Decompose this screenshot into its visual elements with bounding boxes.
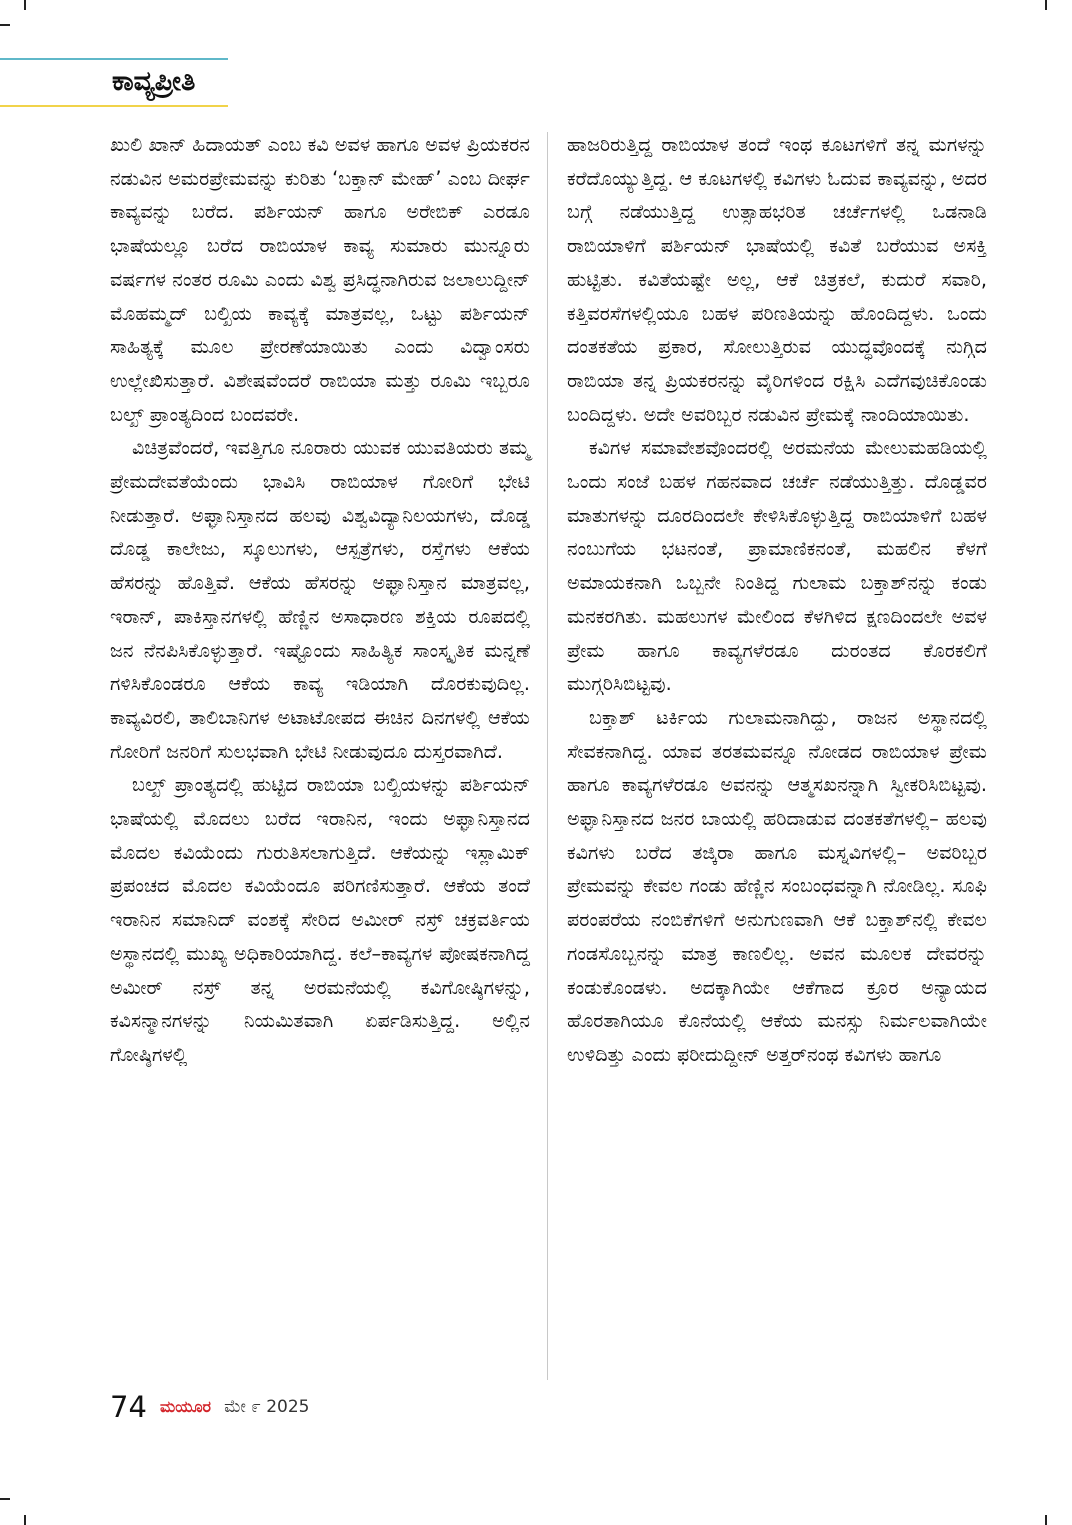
- header-top-rule: [0, 58, 228, 60]
- issue-date: ಮೇ ೯ 2025: [224, 1397, 310, 1417]
- paragraph: ಖುಲಿ ಖಾನ್ ಹಿದಾಯತ್ ಎಂಬ ಕವಿ ಅವಳ ಹಾಗೂ ಅವಳ ಪ್ರಿಯಕರನ ನಡುವಿನ ಅಮರಪ್ರೇಮವನ್ನು ಕುರಿತು ‘ಬಕ್ತಾನ್ ಮೇಹ್’ ಎಂಬ ದೀರ್ಘ ಕಾವ್ಯವನ್ನು ಬರೆದ. ಪರ್ಶಿಯನ್ ಹಾಗೂ ಅರೇಬಿಕ್ ಎರಡೂ ಭಾಷೆಯಲ್ಲೂ ಬರೆದ ರಾಬಿಯಾಳ ಕಾವ್ಯ ಸುಮಾರು ಮುನ್ನೂರು ವರ್ಷಗಳ ನಂತರ ರೂಮಿ ಎಂದು ವಿಶ್ವ ಪ್ರಸಿದ್ಧನಾಗಿರುವ ಜಲಾಲುದ್ದೀನ್ ಮೊಹಮ್ಮದ್ ಬಲ್ಖಿಯ ಕಾವ್ಯಕ್ಕೆ ಮಾತ್ರವಲ್ಲ, ಒಟ್ಟು ಪರ್ಶಿಯನ್ ಸಾಹಿತ್ಯಕ್ಕೆ ಮೂಲ ಪ್ರೇರಣೆಯಾಯಿತು ಎಂದು ವಿದ್ವಾಂಸರು ಉಲ್ಲೇಖಿಸುತ್ತಾರೆ. ವಿಶೇಷವೆಂದರೆ ರಾಬಿಯಾ ಮತ್ತು ರೂಮಿ ಇಬ್ಬರೂ ಬಲ್ಖ್ ಪ್ರಾಂತ್ಯದಿಂದ ಬಂದವರೇ.: [110, 133, 530, 426]
- section-title: ಕಾವ್ಯಪ್ರೀತಿ: [112, 66, 196, 97]
- paragraph: ವಿಚಿತ್ರವೆಂದರೆ, ಇವತ್ತಿಗೂ ನೂರಾರು ಯುವಕ ಯುವತಿಯರು ತಮ್ಮ ಪ್ರೇಮದೇವತೆಯೆಂದು ಭಾವಿಸಿ ರಾಬಿಯಾಳ ಗೋರಿಗೆ ಭೇಟಿ ನೀಡುತ್ತಾರೆ. ಅಫ್ಘಾನಿಸ್ತಾನದ ಹಲವು ವಿಶ್ವವಿದ್ಯಾನಿಲಯಗಳು, ದೊಡ್ಡ ದೊಡ್ಡ ಕಾಲೇಜು, ಸ್ಕೂಲುಗಳು, ಆಸ್ಪತ್ರೆಗಳು, ರಸ್ತೆಗಳು ಆಕೆಯ ಹೆಸರನ್ನು ಹೊತ್ತಿವೆ. ಆಕೆಯ ಹೆಸರನ್ನು ಅಫ್ಘಾನಿಸ್ತಾನ ಮಾತ್ರವಲ್ಲ, ಇರಾನ್, ಪಾಕಿಸ್ತಾನಗಳಲ್ಲಿ ಹೆಣ್ಣಿನ ಅಸಾಧಾರಣ ಶಕ್ತಿಯ ರೂಪದಲ್ಲಿ ಜನ ನೆನಪಿಸಿಕೊಳ್ಳುತ್ತಾರೆ. ಇಷ್ಟೊಂದು ಸಾಹಿತ್ಯಿಕ ಸಾಂಸ್ಕೃತಿಕ ಮನ್ನಣೆ ಗಳಿಸಿಕೊಂಡರೂ ಆಕೆಯ ಕಾವ್ಯ ಇಡಿಯಾಗಿ ದೊರಕುವುದಿಲ್ಲ. ಕಾವ್ಯವಿರಲಿ, ತಾಲಿಬಾನಿಗಳ ಅಟಾಟೋಪದ ಈಚಿನ ದಿನಗಳಲ್ಲಿ ಆಕೆಯ ಗೋರಿಗೆ ಜನರಿಗೆ ಸುಲಭವಾಗಿ ಭೇಟಿ ನೀಡುವುದೂ ದುಸ್ತರವಾಗಿದೆ.: [110, 436, 530, 763]
- crop-mark: [24, 0, 26, 10]
- article-column-left: [110, 128, 530, 1072]
- page-footer: [110, 1390, 309, 1430]
- crop-mark: [1045, 0, 1047, 10]
- paragraph: ಹಾಜರಿರುತ್ತಿದ್ದ ರಾಬಿಯಾಳ ತಂದೆ ಇಂಥ ಕೂಟಗಳಿಗೆ ತನ್ನ ಮಗಳನ್ನು ಕರೆದೊಯ್ಯುತ್ತಿದ್ದ. ಆ ಕೂಟಗಳಲ್ಲಿ ಕವಿಗಳು ಓದುವ ಕಾವ್ಯವನ್ನು, ಅದರ ಬಗ್ಗೆ ನಡೆಯುತ್ತಿದ್ದ ಉತ್ಸಾಹಭರಿತ ಚರ್ಚೆಗಳಲ್ಲಿ ಒಡನಾಡಿ ರಾಬಿಯಾಳಿಗೆ ಪರ್ಶಿಯನ್ ಭಾಷೆಯಲ್ಲಿ ಕವಿತೆ ಬರೆಯುವ ಅಸಕ್ತಿ ಹುಟ್ಟಿತು. ಕವಿತೆಯಷ್ಟೇ ಅಲ್ಲ, ಆಕೆ ಚಿತ್ರಕಲೆ, ಕುದುರೆ ಸವಾರಿ, ಕತ್ತಿವರಸೆಗಳಲ್ಲಿಯೂ ಬಹಳ ಪರಿಣತಿಯನ್ನು ಹೊಂದಿದ್ದಳು. ಒಂದು ದಂತಕತೆಯ ಪ್ರಕಾರ, ಸೋಲುತ್ತಿರುವ ಯುದ್ಧವೊಂದಕ್ಕೆ ನುಗ್ಗಿದ ರಾಬಿಯಾ ತನ್ನ ಪ್ರಿಯಕರನನ್ನು ವೈರಿಗಳಿಂದ ರಕ್ಷಿಸಿ ಎದೆಗವುಚಿಕೊಂಡು ಬಂದಿದ್ದಳು. ಅದೇ ಅವರಿಬ್ಬರ ನಡುವಿನ ಪ್ರೇಮಕ್ಕೆ ನಾಂದಿಯಾಯಿತು.: [567, 133, 987, 426]
- magazine-logo: ಮಯೂರ: [160, 1397, 212, 1416]
- crop-mark: [0, 24, 10, 26]
- crop-mark: [1045, 1515, 1047, 1525]
- paragraph: ಕವಿಗಳ ಸಮಾವೇಶವೊಂದರಲ್ಲಿ ಅರಮನೆಯ ಮೇಲುಮಹಡಿಯಲ್ಲಿ ಒಂದು ಸಂಜೆ ಬಹಳ ಗಹನವಾದ ಚರ್ಚೆ ನಡೆಯುತ್ತಿತ್ತು. ದೊಡ್ಡವರ ಮಾತುಗಳನ್ನು ದೂರದಿಂದಲೇ ಕೇಳಿಸಿಕೊಳ್ಳುತ್ತಿದ್ದ ರಾಬಿಯಾಳಿಗೆ ಬಹಳ ನಂಬುಗೆಯ ಭಟನಂತೆ, ಪ್ರಾಮಾಣಿಕನಂತೆ, ಮಹಲಿನ ಕೆಳಗೆ ಅಮಾಯಕನಾಗಿ ಒಬ್ಬನೇ ನಿಂತಿದ್ದ ಗುಲಾಮ ಬಕ್ತಾಶ್‌ನನ್ನು ಕಂಡು ಮನಕರಗಿತು. ಮಹಲುಗಳ ಮೇಲಿಂದ ಕೆಳಗಿಳಿದ ಕ್ಷಣದಿಂದಲೇ ಅವಳ ಪ್ರೇಮ ಹಾಗೂ ಕಾವ್ಯಗಳೆರಡೂ ದುರಂತದ ಕೊರಕಲಿಗೆ ಮುಗ್ಗರಿಸಿಬಿಟ್ಟವು.: [567, 436, 987, 696]
- paragraph: ಬಕ್ತಾಶ್ ಟರ್ಕಿಯ ಗುಲಾಮನಾಗಿದ್ದು, ರಾಜನ ಅಸ್ಥಾನದಲ್ಲಿ ಸೇವಕನಾಗಿದ್ದ. ಯಾವ ತರತಮವನ್ನೂ ನೋಡದ ರಾಬಿಯಾಳ ಪ್ರೇಮ ಹಾಗೂ ಕಾವ್ಯಗಳೆರಡೂ ಅವನನ್ನು ಆತ್ಮಸಖನನ್ನಾಗಿ ಸ್ವೀಕರಿಸಿಬಿಟ್ಟವು. ಅಫ್ಘಾನಿಸ್ತಾನದ ಜನರ ಬಾಯಲ್ಲಿ ಹರಿದಾಡುವ ದಂತಕತೆಗಳಲ್ಲಿ– ಹಲವು ಕವಿಗಳು ಬರೆದ ತಜ್ಕಿರಾ ಹಾಗೂ ಮಸ್ನವಿಗಳಲ್ಲಿ– ಅವರಿಬ್ಬರ ಪ್ರೇಮವನ್ನು ಕೇವಲ ಗಂಡು ಹೆಣ್ಣಿನ ಸಂಬಂಧವನ್ನಾಗಿ ನೋಡಿಲ್ಲ. ಸೂಫಿ ಪರಂಪರೆಯ ನಂಬಿಕೆಗಳಿಗೆ ಅನುಗುಣವಾಗಿ ಆಕೆ ಬಕ್ತಾಶ್‌ನಲ್ಲಿ ಕೇವಲ ಗಂಡಸೊಬ್ಬನನ್ನು ಮಾತ್ರ ಕಾಣಲಿಲ್ಲ. ಅವನ ಮೂಲಕ ದೇವರನ್ನು ಕಂಡುಕೊಂಡಳು. ಅದಕ್ಕಾಗಿಯೇ ಆಕೆಗಾದ ಕ್ರೂರ ಅನ್ಯಾಯದ ಹೊರತಾಗಿಯೂ ಕೊನೆಯಲ್ಲಿ ಆಕೆಯ ಮನಸ್ಸು ನಿರ್ಮಲವಾಗಿಯೇ ಉಳಿದಿತ್ತು ಎಂದು ಫರೀದುದ್ದೀನ್ ಅತ್ತರ್‌ನಂಥ ಕವಿಗಳು ಹಾಗೂ: [567, 705, 987, 1066]
- page-number: 74: [110, 1390, 147, 1424]
- column-divider: [547, 132, 548, 1380]
- paragraph: ಬಲ್ಖ್ ಪ್ರಾಂತ್ಯದಲ್ಲಿ ಹುಟ್ಟಿದ ರಾಬಿಯಾ ಬಲ್ಖಿಯಳನ್ನು ಪರ್ಶಿಯನ್ ಭಾಷೆಯಲ್ಲಿ ಮೊದಲು ಬರೆದ ಇರಾನಿನ, ಇಂದು ಅಫ್ಘಾನಿಸ್ತಾನದ ಮೊದಲ ಕವಿಯೆಂದು ಗುರುತಿಸಲಾಗುತ್ತಿದೆ. ಆಕೆಯನ್ನು ಇಸ್ಲಾಮಿಕ್ ಪ್ರಪಂಚದ ಮೊದಲ ಕವಿಯೆಂದೂ ಪರಿಗಣಿಸುತ್ತಾರೆ. ಆಕೆಯ ತಂದೆ ಇರಾನಿನ ಸಮಾನಿದ್ ವಂಶಕ್ಕೆ ಸೇರಿದ ಅಮೀರ್ ನಸ್ರ್ ಚಕ್ರವರ್ತಿಯ ಅಸ್ಥಾನದಲ್ಲಿ ಮುಖ್ಯ ಅಧಿಕಾರಿಯಾಗಿದ್ದ. ಕಲೆ–ಕಾವ್ಯಗಳ ಪೋಷಕನಾಗಿದ್ದ ಅಮೀರ್ ನಸ್ರ್ ತನ್ನ ಅರಮನೆಯಲ್ಲಿ ಕವಿಗೋಷ್ಠಿಗಳನ್ನು, ಕವಿಸನ್ಮಾನಗಳನ್ನು ನಿಯಮಿತವಾಗಿ ಏರ್ಪಡಿಸುತ್ತಿದ್ದ. ಅಲ್ಲಿನ ಗೋಷ್ಠಿಗಳಲ್ಲಿ: [110, 773, 530, 1066]
- crop-mark: [24, 1515, 26, 1525]
- section-header: [0, 58, 230, 108]
- crop-mark: [0, 1498, 10, 1500]
- article-column-right: [567, 128, 987, 1072]
- header-bottom-rule: [0, 105, 228, 107]
